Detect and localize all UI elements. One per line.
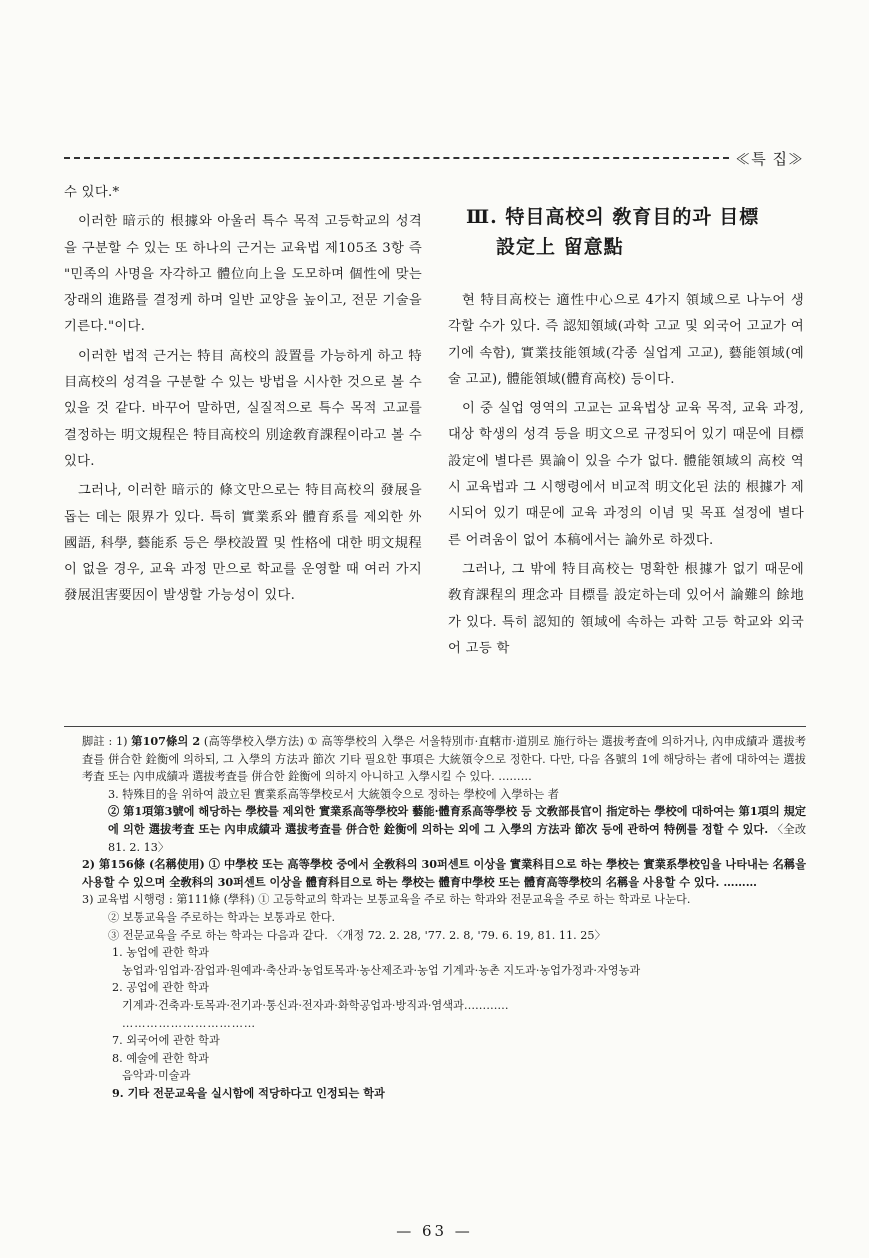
- footnote-1-article: 第107條의 2: [131, 734, 201, 748]
- footnote-2: 2) 第156條 (名稱使用) ① 中學校 또는 高等學校 중에서 全敎科의 30퍼센트 이상을 實業科目으로 하는 學校는 實業系學校임을 나타내는 名稱을 사용할 수 있으며 全敎科의 30퍼센트 이상을 體育科目으로 하는 學校는 體育中學校 또는 體育高等學校의 名稱을 사용할 수 있다. ………: [82, 857, 806, 889]
- right-para-0: 현 特目高校는 適性中心으로 4가지 領域으로 나누어 생각할 수가 있다. 즉 認知領域(과학 고교 및 외국어 고교가 여기에 속함), 實業技能領域(각종 실업계 고교), 藝能領域(예술 고교), 體能領域(體育高校) 등이다.: [448, 293, 804, 387]
- footnotes: [64, 726, 806, 1102]
- left-para-0: 수 있다.*: [64, 185, 120, 200]
- footnote-3-2: ② 보통교육을 주로하는 학과는 보통과로 한다.: [108, 910, 336, 924]
- footnote-1-item2: [64, 803, 806, 856]
- footnote-1-text: (高等學校入學方法) ① 高等學校의 入學은 서울特別市·直轄市·道別로 施行하는 選拔考査에 의하거나, 內申成績과 選拔考査를 併合한 銓衡에 의하되, 그 入學의 方法과 節次 기타 필요한 事項은 大統領令으로 정한다. 다만, 다음 各號의 1에 해당하는 者에 대하여는 選拔考査 또는 內申成績과 選拔考査를 併合한 銓衡에 의하지 아니하고 入學시킬 수 있다. ………: [82, 735, 807, 784]
- left-para-2: 이러한 법적 근거는 特目 高校의 設置를 가능하게 하고 特目高校의 성격을 구분할 수 있는 방법을 시사한 것으로 볼 수 있을 것 같다. 바꾸어 말하면, 실질적으로 특수 목적 고교를 결정하는 明文規程은 特目高校의 別途敎育課程이라고 볼 수 있다.: [64, 348, 422, 469]
- right-para-1: 이 중 실업 영역의 고교는 교육법상 교육 목적, 교육 과정, 대상 학생의 성격 등을 明文으로 규정되어 있기 때문에 目標 設定에 별다른 異論이 있을 수가 없다. 體能領域의 高校 역시 교육법과 그 시행령에서 비교적 明文化된 法的 根據가 제시되어 있기 때문에 교육 과정의 이념 및 목표 설정에 별다른 어려움이 없어 本稿에서는 論外로 하겠다.: [448, 401, 804, 548]
- footnote-1: [64, 733, 806, 786]
- left-column: [64, 180, 422, 613]
- header-title: ≪특 집≫: [735, 149, 804, 168]
- section-header: [64, 147, 804, 169]
- left-para-3: 그러나, 이러한 暗示的 條文만으로는 特目高校의 發展을 돕는 데는 限界가 있다. 특히 實業系와 體育系를 제외한 外國語, 科學, 藝能系 등은 學校設置 및 性格에 대한 明文規程이 없을 경우, 교육 과정 만으로 학교를 운영할 때 여러 가지 發展沮害要因이 발생할 가능성이 있다.: [64, 483, 422, 604]
- footnote-1-item3: 3. 特殊目的을 위하여 設立된 實業系高等學校로서 大統領令으로 정하는 學校에 入學하는 者: [108, 787, 559, 801]
- list-item-7: 7. 외국어에 관한 학과: [112, 1034, 220, 1048]
- right-column: [448, 180, 804, 665]
- right-para-2: 그러나, 그 밖에 特目高校는 명확한 根據가 없기 때문에 敎育課程의 理念과 目標를 設定하는데 있어서 論難의 餘地가 있다. 특히 認知的 領域에 속하는 과학 고등 학교와 외국어 고등 학: [448, 561, 804, 656]
- footnote-3: 3) 교육법 시행령 : 第111條 (學科) ① 고등학교의 학과는 보통교육을 주로 하는 학과와 전문교육을 주로 하는 학과로 나눈다.: [82, 893, 691, 907]
- omission-dots: ……………………………: [122, 1016, 257, 1030]
- footnote-1-item2-text: ② 第1項第3號에 해당하는 學校를 제외한 實業系高等學校와 藝能·體育系高等學校 등 文敎部長官이 指定하는 學校에 대하여는 第1項의 規定에 의한 選拔考査 또는 內申成績과 選拔考査를 併合한 銓衡에 의하는 외에 그 入學의 方法과 節次 등에 관하여 特例를 정할 수 있다.: [108, 804, 806, 836]
- list-item-8-depts: 음악과·미술과: [122, 1069, 191, 1083]
- section-title-line2: 設定上 留意點: [496, 236, 624, 258]
- list-item-1-depts: 농업과·임업과·잠업과·원예과·축산과·농업토목과·농산제조과·농업 기계과·농촌 지도과·농업가정과·자영농과: [122, 963, 641, 977]
- list-item-1: 1. 농업에 관한 학과: [112, 946, 209, 960]
- page-number: — 63 —: [396, 1222, 473, 1240]
- list-item-2: 2. 공업에 관한 학과: [112, 981, 209, 995]
- footnote-1-head: 脚註 : 1): [82, 735, 128, 748]
- list-item-2-depts: 기계과·건축과·토목과·전기과·통신과·전자과·화학공업과·방직과·염색과…………: [122, 998, 509, 1012]
- list-item-8: 8. 예술에 관한 학과: [112, 1051, 209, 1065]
- left-para-1: 이러한 暗示的 根據와 아울러 특수 목적 고등학교의 성격을 구분할 수 있는 또 하나의 근거는 교육법 제105조 3항 즉 "민족의 사명을 자각하고 體位向上을 도모하며 個性에 맞는 장래의 進路를 결정케 하며 일반 교양을 높이고, 전문 기술을 기른다."이다.: [64, 214, 422, 335]
- section-title-line1: Ⅲ. 特目高校의 敎育目的과 目標: [466, 206, 760, 228]
- footnote-3-3: ③ 전문교육을 주로 하는 학과는 다음과 같다. 〈개정 72. 2. 28, '77. 2. 8, '79. 6. 19, 81. 11. 25〉: [108, 928, 606, 942]
- footnote-1-amend: 〈全改 81. 2. 13〉: [108, 822, 807, 854]
- header-rule: [64, 157, 729, 159]
- section-title: [466, 202, 804, 262]
- list-item-9: 9. 기타 전문교육을 실시함에 적당하다고 인정되는 학과: [112, 1085, 385, 1100]
